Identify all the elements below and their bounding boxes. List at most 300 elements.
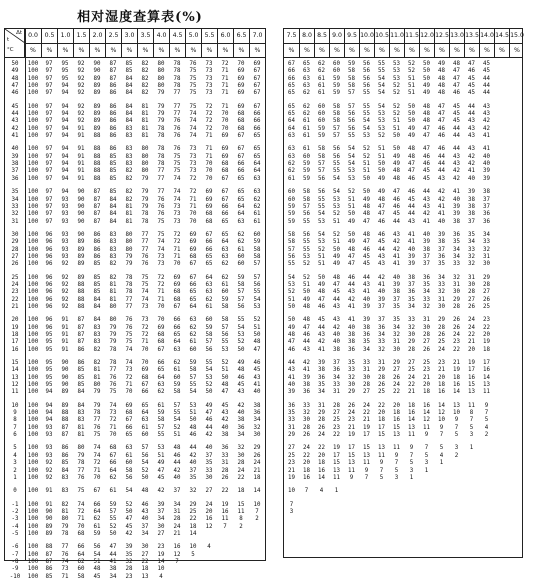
rh-cell: 14 [408, 417, 415, 424]
rh-cell: 96 [45, 253, 53, 260]
rh-cell: 33 [363, 360, 370, 367]
table-row [5, 176, 265, 183]
temp-cell: -3 [11, 516, 19, 523]
rh-cell: 50 [205, 389, 213, 396]
rh-cell: 65 [288, 103, 295, 110]
rh-cell: 61 [303, 118, 310, 125]
rh-cell: 86 [109, 83, 117, 90]
rh-cell: 37 [378, 303, 385, 310]
rh-cell: 55 [288, 261, 295, 268]
rh-cell: 24 [468, 324, 475, 331]
table-row [284, 204, 522, 211]
rh-cell: 19 [453, 367, 460, 374]
rh-cell: 100 [27, 196, 39, 203]
rh-cell: 39 [288, 389, 295, 396]
dt-header-cell: 13.0 [449, 29, 464, 43]
rh-cell: 76 [125, 317, 133, 324]
rh-cell: 80 [141, 168, 149, 175]
rh-cell: 92 [61, 281, 69, 288]
rh-cell [217, 544, 233, 551]
rh-cell [479, 502, 494, 509]
rh-cell: 80 [125, 231, 133, 238]
rh-cell: 61 [125, 452, 133, 459]
rh-cell: 13 [408, 424, 415, 431]
rh-cell [479, 445, 494, 452]
rh-cell: 60 [221, 289, 229, 296]
rh-cell: 73 [205, 68, 213, 75]
rh-cell: 62 [318, 68, 325, 75]
rh-cell: 58 [348, 68, 355, 75]
rh-cell: 89 [93, 103, 101, 110]
rh-cell: 85 [77, 367, 85, 374]
rh-cell: 29 [438, 317, 445, 324]
rh-cell: 11 [378, 452, 385, 459]
rh-cell: 90 [77, 218, 85, 225]
rh-cell: 69 [237, 75, 245, 82]
rh-cell: 29 [453, 296, 460, 303]
rh-cell: 97 [45, 196, 53, 203]
rh-cell: 42 [483, 118, 490, 125]
rh-cell: 67 [253, 103, 261, 110]
rh-cell: 78 [125, 281, 133, 288]
dt-header-cell: 8.0 [299, 29, 314, 43]
table-row [5, 325, 265, 332]
rh-cell: 73 [205, 75, 213, 82]
rh-cell: 52 [393, 83, 400, 90]
rh-cell: 97 [45, 125, 53, 132]
rh-cell: 76 [173, 133, 181, 140]
rh-cell: 74 [157, 246, 165, 253]
rh-cell: 13 [393, 432, 400, 439]
rh-cell: 88 [93, 161, 101, 168]
rh-cell [404, 488, 419, 495]
rh-cell: 35 [189, 474, 197, 481]
rh-cell: 47 [205, 410, 213, 417]
rh-cell: 23 [125, 573, 133, 580]
rh-cell: 61 [109, 488, 117, 495]
rh-cell: 51 [173, 432, 181, 439]
rh-cell: 22 [318, 445, 325, 452]
rh-cell: 46 [363, 246, 370, 253]
rh-cell: 47 [438, 111, 445, 118]
rh-cell: 78 [173, 68, 181, 75]
rh-cell: 86 [109, 125, 117, 132]
rh-cell: 13 [483, 382, 490, 389]
temp-cell: 34 [11, 196, 19, 203]
rh-cell: 45 [423, 175, 430, 182]
rh-cell: 57 [157, 424, 165, 431]
table-row [5, 488, 265, 495]
rh-cell: 97 [45, 189, 53, 196]
unit-header-cell: % [288, 47, 295, 54]
rh-cell: 62 [303, 111, 310, 118]
rh-cell: 75 [173, 168, 181, 175]
rh-cell: 75 [157, 218, 165, 225]
rh-cell [201, 531, 217, 538]
rh-cell: 42 [393, 246, 400, 253]
rh-cell: 10 [253, 501, 261, 508]
dt-header-cell: 0.5 [41, 29, 57, 43]
rh-cell: 43 [423, 203, 430, 210]
rh-cell: 21 [468, 339, 475, 346]
rh-cell: 100 [27, 382, 39, 389]
rh-cell: 63 [221, 246, 229, 253]
rh-cell: 41 [438, 203, 445, 210]
rh-cell: 82 [109, 274, 117, 281]
page-title: 相对湿度查算表(%) [77, 10, 203, 25]
rh-cell: 84 [125, 118, 133, 125]
rh-cell: 80 [125, 246, 133, 253]
rh-cell: 78 [173, 75, 181, 82]
rh-cell: 75 [141, 274, 149, 281]
rh-cell: 7 [409, 452, 414, 459]
dt-header-cell: 12.5 [434, 29, 449, 43]
rh-cell: 80 [141, 161, 149, 168]
rh-cell: 56 [333, 153, 340, 160]
rh-cell: 24 [173, 523, 181, 530]
rh-cell: 57 [221, 324, 229, 331]
rh-cell: 49 [237, 360, 245, 367]
rh-cell: 100 [27, 467, 39, 474]
table-row [284, 332, 522, 339]
rh-cell: 9 [349, 474, 354, 481]
rh-cell: 44 [438, 153, 445, 160]
rh-cell: 47 [423, 146, 430, 153]
rh-cell: 80 [61, 516, 69, 523]
dt-header-cell: 4.5 [169, 29, 185, 43]
rh-cell: 61 [93, 523, 101, 530]
rh-cell: 92 [61, 274, 69, 281]
rh-cell: 55 [109, 516, 117, 523]
rh-cell: 89 [77, 253, 85, 260]
rh-cell: 42 [378, 274, 385, 281]
rh-cell [449, 502, 464, 509]
rh-cell: 82 [125, 189, 133, 196]
unit-header-cell: % [217, 44, 233, 58]
rh-cell: 89 [93, 75, 101, 82]
rh-cell: 49 [348, 239, 355, 246]
rh-cell: 25 [438, 339, 445, 346]
rh-cell: 50 [318, 274, 325, 281]
rh-cell: 33 [303, 402, 310, 409]
rh-cell: 53 [157, 445, 165, 452]
rh-cell: 26 [483, 296, 490, 303]
rh-cell: 25 [483, 303, 490, 310]
rh-cell: 55 [303, 218, 310, 225]
rh-cell: 100 [27, 168, 39, 175]
rh-cell: 74 [189, 125, 197, 132]
rh-cell: 15 [468, 382, 475, 389]
rh-cell: 93 [61, 203, 69, 210]
rh-cell: 52 [378, 133, 385, 140]
rh-cell: 55 [318, 203, 325, 210]
right-table-body [284, 61, 522, 516]
rh-cell: 34 [423, 289, 430, 296]
rh-cell: 69 [189, 231, 197, 238]
rh-cell: 2 [255, 516, 259, 523]
rh-cell: 70 [221, 125, 229, 132]
corner-t-label: t [7, 37, 10, 43]
rh-cell: 46 [318, 303, 325, 310]
rh-cell: 68 [189, 253, 197, 260]
rh-cell: 48 [221, 382, 229, 389]
rh-cell: 35 [288, 410, 295, 417]
rh-cell: 65 [288, 111, 295, 118]
rh-cell: 67 [221, 175, 229, 182]
rh-cell: 50 [348, 211, 355, 218]
rh-cell: 94 [61, 146, 69, 153]
rh-cell: 51 [363, 168, 370, 175]
rh-cell: 65 [253, 133, 261, 140]
rh-cell: 100 [27, 573, 39, 580]
rh-cell: 53 [205, 374, 213, 381]
rh-cell: 83 [61, 474, 69, 481]
rh-cell: 70 [221, 118, 229, 125]
rh-cell: 69 [253, 61, 261, 67]
rh-cell: 11 [348, 467, 355, 474]
rh-cell: 37 [189, 467, 197, 474]
rh-cell: 54 [348, 146, 355, 153]
rh-cell: 53 [318, 218, 325, 225]
rh-cell: 46 [378, 218, 385, 225]
rh-cell: 23 [157, 544, 165, 551]
rh-cell: 50 [363, 189, 370, 196]
rh-cell: 27 [157, 530, 165, 537]
rh-cell: 29 [288, 432, 295, 439]
rh-cell: 72 [173, 231, 181, 238]
rh-cell: 34 [378, 332, 385, 338]
rh-cell: 33 [205, 467, 213, 474]
rh-cell: 92 [61, 296, 69, 303]
rh-cell: 44 [468, 103, 475, 110]
rh-cell: 51 [157, 452, 165, 459]
rh-cell: 57 [109, 508, 117, 515]
rh-cell: 37 [173, 488, 181, 495]
rh-cell: 73 [189, 161, 197, 168]
rh-cell: 13 [363, 452, 370, 459]
rh-cell: 59 [237, 274, 245, 281]
rh-cell: 1 [424, 467, 429, 474]
rh-cell: 56 [318, 189, 325, 196]
rh-cell: 62 [173, 360, 181, 367]
rh-cell: 47 [438, 103, 445, 110]
table-row [284, 154, 522, 161]
rh-cell: 5 [484, 417, 489, 424]
rh-cell: 68 [205, 211, 213, 218]
left-dt-header-row [25, 29, 265, 43]
rh-cell: 86 [109, 90, 117, 97]
rh-cell: 100 [27, 452, 39, 459]
rh-cell: 37 [468, 218, 475, 225]
rh-cell: 95 [61, 61, 69, 67]
rh-cell: 78 [61, 530, 69, 537]
rh-cell: 78 [157, 153, 165, 160]
rh-cell: 54 [348, 161, 355, 168]
rh-cell: 48 [318, 289, 325, 296]
rh-cell: 16 [408, 410, 415, 417]
rh-cell: 87 [93, 196, 101, 203]
rh-cell: 88 [61, 410, 69, 417]
rh-cell: 57 [333, 125, 340, 132]
rh-cell: 37 [483, 196, 490, 203]
table-row [5, 154, 265, 161]
rh-cell: 100 [27, 367, 39, 374]
rh-cell: 84 [93, 317, 101, 324]
temp-cell: 14 [11, 367, 19, 374]
rh-cell: 84 [125, 75, 133, 82]
rh-cell: 66 [221, 211, 229, 218]
rh-cell: 12 [438, 410, 445, 417]
temp-cell: 12 [11, 382, 19, 389]
rh-cell: 21 [288, 467, 295, 474]
rh-cell: 61 [141, 424, 149, 431]
rh-cell: 1 [409, 474, 414, 481]
rh-cell [434, 475, 449, 482]
rh-cell: 96 [45, 281, 53, 288]
rh-cell: 64 [173, 339, 181, 346]
rh-cell: 41 [408, 231, 415, 238]
rh-cell: 40 [189, 460, 197, 467]
rh-cell [464, 488, 479, 495]
temp-cell: -7 [11, 551, 19, 558]
rh-cell: 85 [109, 153, 117, 160]
rh-cell: 56 [333, 146, 340, 153]
rh-cell: 71 [205, 146, 213, 153]
rh-cell: 61 [237, 246, 245, 253]
rh-cell: 45 [221, 402, 229, 409]
rh-cell: 11 [333, 474, 340, 481]
rh-cell: 38 [109, 566, 117, 573]
rh-cell: 25 [288, 452, 295, 459]
rh-cell: 53 [303, 253, 310, 260]
rh-cell: 4 [207, 544, 211, 551]
rh-cell: 52 [333, 211, 340, 218]
rh-cell: 91 [61, 317, 69, 324]
rh-cell: 96 [45, 289, 53, 296]
rh-cell: 40 [348, 324, 355, 331]
rh-cell: 84 [125, 103, 133, 110]
rh-cell: 100 [27, 324, 39, 331]
unit-header-cell: % [479, 44, 494, 58]
rh-cell: 100 [27, 317, 39, 324]
rh-cell: 96 [45, 303, 53, 310]
rh-cell: 90 [45, 516, 53, 523]
rh-cell: 82 [141, 61, 149, 67]
rh-cell: 50 [393, 133, 400, 140]
rh-cell: 63 [205, 289, 213, 296]
rh-cell: 56 [205, 346, 213, 353]
corner-dt-label: Δt [16, 30, 22, 36]
rh-cell: 47 [125, 516, 133, 523]
rh-cell: 46 [438, 146, 445, 153]
rh-cell: 44 [288, 360, 295, 367]
rh-cell: 43 [378, 261, 385, 268]
left-unit-header-row [25, 43, 265, 58]
temp-cell: 43 [11, 118, 19, 125]
rh-cell: 44 [378, 246, 385, 253]
rh-cell: 37 [423, 261, 430, 268]
rh-cell: 100 [27, 211, 39, 218]
temp-cell: 30 [11, 231, 19, 238]
rh-cell: 66 [125, 424, 133, 431]
rh-cell: 68 [141, 374, 149, 381]
rh-cell: 79 [77, 452, 85, 459]
rh-cell: 28 [221, 467, 229, 474]
rh-cell: 37 [483, 203, 490, 210]
rh-cell: 39 [483, 175, 490, 182]
rh-cell: 66 [288, 68, 295, 75]
rh-cell: 81 [109, 296, 117, 303]
rh-cell: 91 [77, 133, 85, 140]
rh-cell: 28 [453, 303, 460, 310]
rh-cell: 13 [348, 460, 355, 467]
rh-cell: 41 [318, 346, 325, 353]
table-row [5, 76, 265, 83]
rh-cell: 37 [205, 452, 213, 459]
rh-cell: 79 [157, 103, 165, 110]
rh-cell: 41 [393, 253, 400, 260]
rh-cell: 77 [173, 103, 181, 110]
rh-cell: 94 [61, 133, 69, 140]
unit-header-cell: % [153, 44, 169, 58]
table-row [5, 111, 265, 118]
temp-cell: 32 [11, 211, 19, 218]
rh-cell: 40 [408, 246, 415, 253]
rh-cell: 43 [453, 153, 460, 160]
rh-cell: 94 [61, 90, 69, 97]
temp-cell: 21 [11, 303, 19, 310]
rh-cell: 50 [109, 530, 117, 537]
rh-cell: 32 [303, 410, 310, 417]
rh-cell: 32 [453, 274, 460, 281]
rh-cell: 30 [468, 281, 475, 288]
rh-cell: 79 [109, 339, 117, 346]
rh-cell: 23 [453, 339, 460, 346]
rh-cell: 88 [61, 417, 69, 424]
rh-cell: 56 [318, 175, 325, 182]
rh-cell: 35 [393, 317, 400, 324]
rh-cell: 30 [205, 474, 213, 481]
rh-cell: 9 [409, 445, 414, 452]
rh-cell: 44 [303, 339, 310, 346]
rh-cell: 24 [468, 317, 475, 324]
rh-cell: 28 [318, 417, 325, 424]
rh-cell: 20 [468, 346, 475, 353]
rh-cell: 69 [125, 402, 133, 409]
rh-cell: 17 [348, 445, 355, 452]
rh-cell: 89 [93, 111, 101, 118]
temp-cell: 23 [11, 289, 19, 296]
rh-cell: 51 [348, 203, 355, 210]
rh-cell: 91 [61, 324, 69, 331]
rh-cell [434, 488, 449, 495]
rh-cell: 44 [483, 83, 490, 90]
rh-cell: 64 [221, 239, 229, 246]
rh-cell: 22 [363, 410, 370, 417]
rh-cell: 55 [303, 246, 310, 253]
rh-cell: 59 [173, 382, 181, 389]
rh-cell: 50 [408, 103, 415, 110]
rh-cell: 57 [318, 168, 325, 175]
rh-cell: 35 [125, 551, 133, 558]
rh-cell: 59 [333, 75, 340, 82]
rh-cell: 46 [408, 189, 415, 196]
rh-cell: 85 [45, 573, 53, 580]
rh-cell: 56 [348, 125, 355, 132]
rh-cell: 11 [393, 445, 400, 452]
rh-cell: 66 [253, 125, 261, 132]
rh-cell: 47 [363, 239, 370, 246]
